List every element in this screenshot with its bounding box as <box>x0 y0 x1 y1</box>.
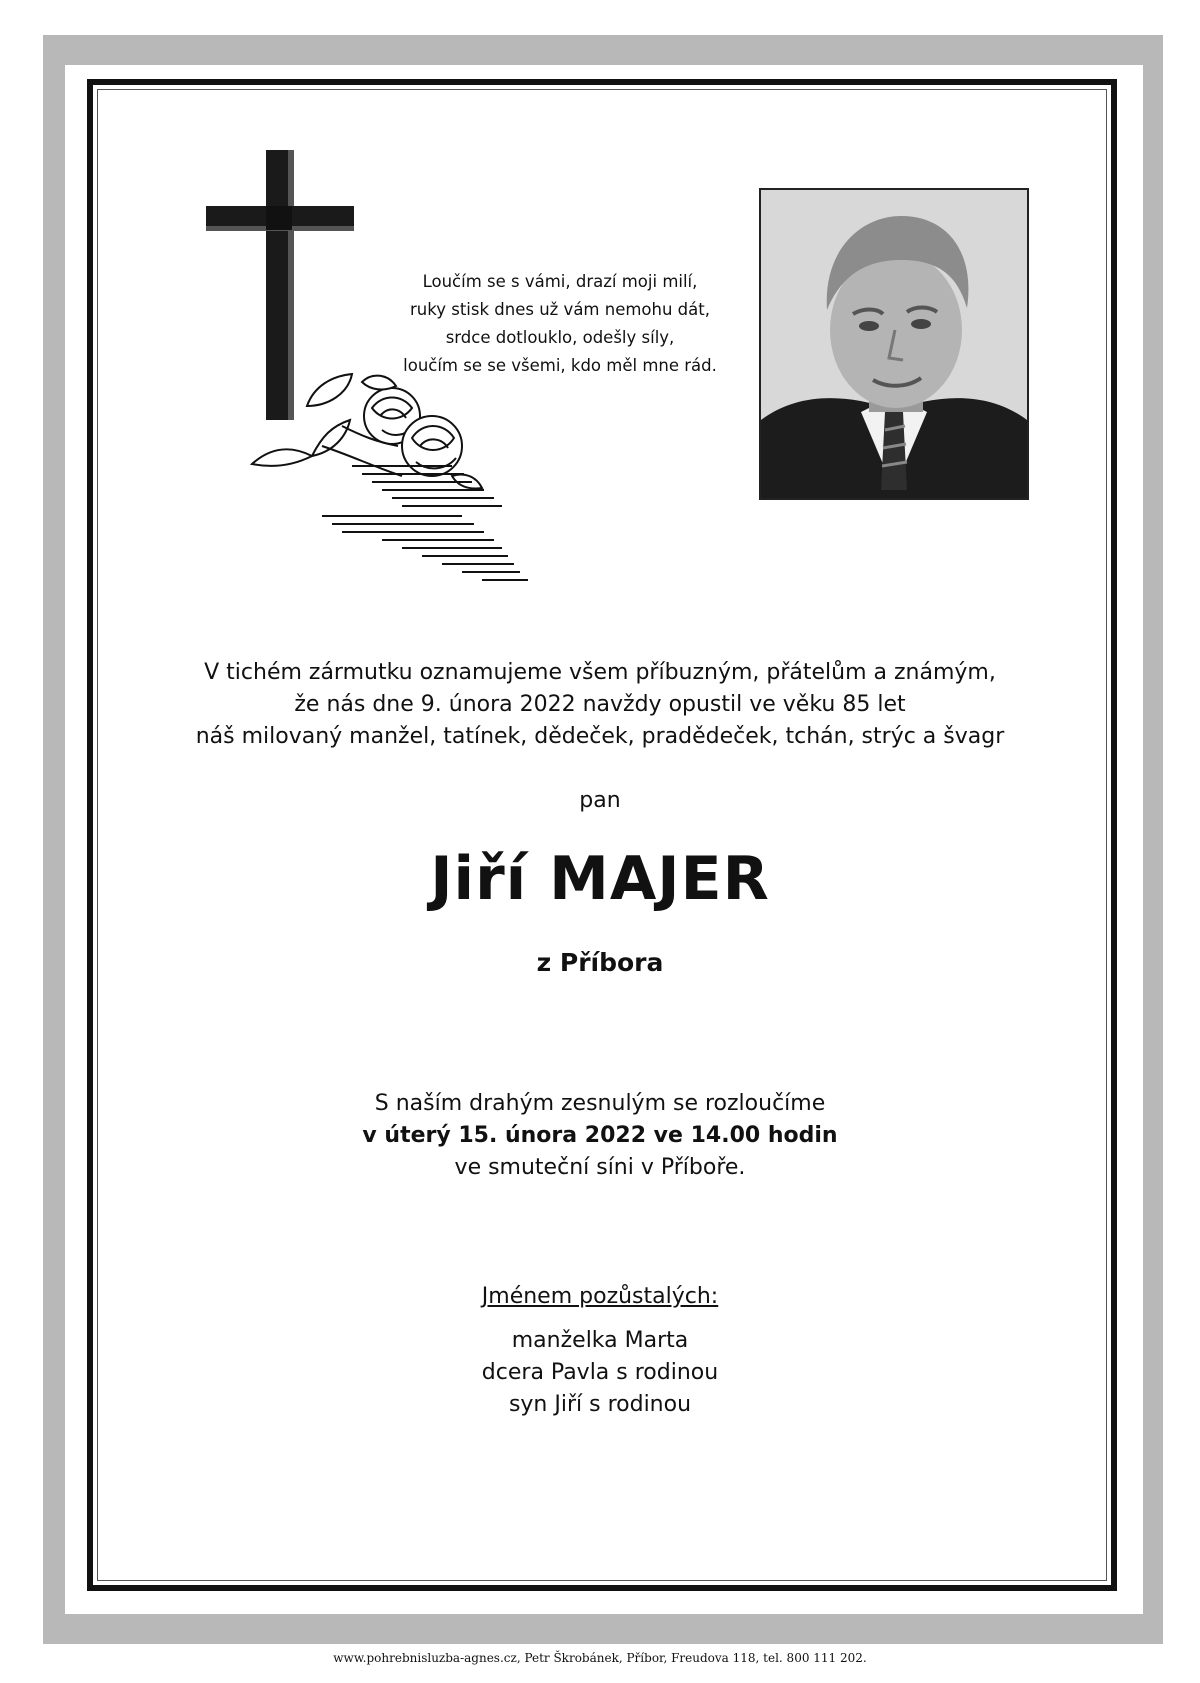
family-heading: Jménem pozůstalých: <box>481 1284 719 1309</box>
poem-line: Loučím se s vámi, drazí moji milí, <box>422 272 698 291</box>
footer-contact: www.pohrebnisluzba-agnes.cz, Petr Škrobánek, Příbor, Freudova 118, tel. 800 111 202. <box>333 1651 867 1665</box>
family-member: dcera Pavla s rodinou <box>481 1360 719 1385</box>
death-announcement <box>150 657 1050 753</box>
name-prefix: pan <box>579 788 621 813</box>
hatched-ground <box>322 466 528 580</box>
ceremony-date-time: v úterý 15. února 2022 ve 14.00 hodin <box>362 1123 838 1148</box>
ceremony-place: ve smuteční síni v Příboře. <box>454 1155 746 1180</box>
announcement-line: náš milovaný manžel, tatínek, dědeček, pradědeček, tchán, strýc a švagr <box>195 724 1005 749</box>
portrait-photo <box>759 188 1029 500</box>
memorial-poem <box>380 268 740 380</box>
poem-line: ruky stisk dnes už vám nemohu dát, <box>410 300 710 319</box>
announcement-line: V tichém zármutku oznamujeme všem příbuzným, přátelům a známým, <box>204 660 996 685</box>
ceremony-intro: S naším drahým zesnulým se rozloučíme <box>374 1091 826 1116</box>
poem-line: loučím se se všemi, kdo měl mne rád. <box>403 356 717 375</box>
deceased-name: Jiří MAJER <box>430 844 770 914</box>
poem-line: srdce dotlouklo, odešly síly, <box>445 328 675 347</box>
bereaved-family <box>350 1281 850 1421</box>
announcement-line: že nás dne 9. února 2022 navždy opustil ve věku 85 let <box>294 692 906 717</box>
family-member: manželka Marta <box>511 1328 689 1353</box>
family-member: syn Jiří s rodinou <box>508 1392 692 1417</box>
deceased-origin: z Příbora <box>536 948 664 977</box>
ceremony-info <box>250 1088 950 1184</box>
